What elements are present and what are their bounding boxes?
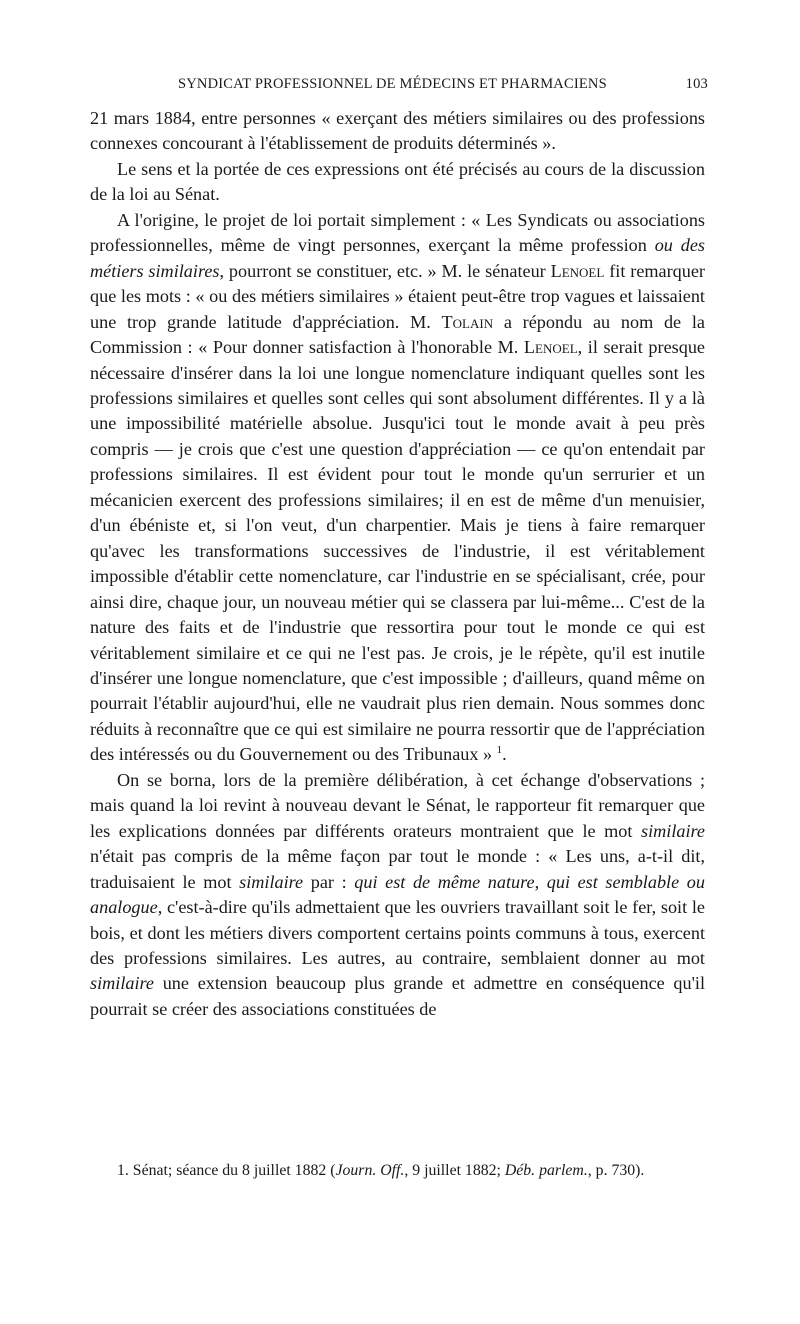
italic-term: similaire: [641, 820, 705, 841]
paragraph-3: A l'origine, le projet de loi portait simplement : « Les Syndicats ou associations professionnelles, même de vingt personnes, exerçant la même profession ou des métiers similaires, pourront se constituer, etc. » M. le sénateur Lenoel fit remarquer que les mots : « ou des métiers similaires » étaient peut-être trop vagues et laissaient une trop grande latitude d'appréciation. M. Tolain a répondu au nom de la Commission : « Pour donner satisfaction à l'honorable M. Lenoel, il serait presque nécessaire d'insérer dans la loi une longue nomenclature indiquant quelles sont les professions similaires et quelles sont celles qui sont absolument différentes. Il y a là une impossibilité matérielle absolue. Jusqu'ici tout le monde avait à peu près compris — je crois que c'est une question d'appréciation — ce qu'on entendait par professions similaires. Il est évident pour tout le monde qu'un serrurier et un mécanicien exercent des professions similaires; il en est de même d'un menuisier, d'un ébéniste et, si l'on veut, d'un charpentier. Mais je tiens à faire remarquer qu'avec les transformations successives de l'industrie, il est véritablement impossible d'établir cette nomenclature, car l'industrie en se spécialisant, crée, pour ainsi dire, chaque jour, un nouveau métier qui se classera par lui-même... C'est de la nature des faits et de l'industrie que ressortira pour tout le monde ce qui est véritablement similaire et ce qui ne l'est pas. Je crois, je le répète, qu'il est inutile d'insérer une longue nomenclature, que c'est impossible ; d'ailleurs, quand même on pourrait l'établir aujourd'hui, elle ne vaudrait plus rien demain. Nous sommes donc réduits à reconnaître que ce qui est similaire ne pourra ressortir que de l'appréciation des intéressés ou du Gouvernement ou des Tribunaux » $^1$.: [90, 209, 705, 765]
senator-name: Lenoel: [550, 260, 605, 281]
italic-phrase: ou des métiers similaires: [90, 235, 705, 281]
body-text: [90, 106, 705, 1022]
footnote: 1. Sénat; séance du 8 juillet 1882 (Journ. Off., 9 juillet 1882; Déb. parlem., p. 730).: [117, 1162, 645, 1179]
italic-phrase: qui est semblable ou analogue: [90, 871, 705, 918]
footnote-reference[interactable]: 1: [496, 744, 503, 757]
paragraph-2: Le sens et la portée de ces expressions ont été précisés au cours de la discussion de la loi au Sénat.: [90, 158, 705, 205]
senator-name: Lenoel: [523, 337, 578, 358]
italic-term: similaire: [239, 871, 304, 892]
italic-term: similaire: [90, 973, 154, 994]
footnote-number: 1.: [117, 1162, 129, 1179]
page-number: 103: [685, 76, 708, 92]
italic-phrase: qui est de même nature: [354, 871, 535, 892]
senator-name: Tolain: [441, 311, 494, 332]
paragraph-4: On se borna, lors de la première délibération, à cet échange d'observations ; mais quand la loi revint à nouveau devant le Sénat, le rapporteur fit remarquer que les explications données par différents orateurs montraient que le mot similaire n'était pas compris de la même façon par tout le monde : « Les uns, a-t-il dit, traduisaient le mot similaire par : qui est de même nature, qui est semblable ou analogue, c'est-à-dire qu'ils admettaient que les ouvriers travaillant soit le fer, soit le bois, et dont les métiers divers comportent certains points communs à tous, exercent des professions similaires. Les autres, au contraire, semblaient donner au mot similaire une extension beaucoup plus grande et admettre en conséquence qu'il pourrait se créer des associations constituées de: [90, 769, 705, 1019]
source-title: Journ. Off.: [335, 1162, 405, 1179]
paragraph-1: 21 mars 1884, entre personnes « exerçant des métiers similaires ou des professions connexes concourant à l'établissement de produits déterminés ».: [90, 108, 705, 154]
running-title: SYNDICAT PROFESSIONNEL DE MÉDECINS ET PHARMACIENS: [178, 76, 607, 92]
source-title: Déb. parlem.: [504, 1162, 588, 1179]
